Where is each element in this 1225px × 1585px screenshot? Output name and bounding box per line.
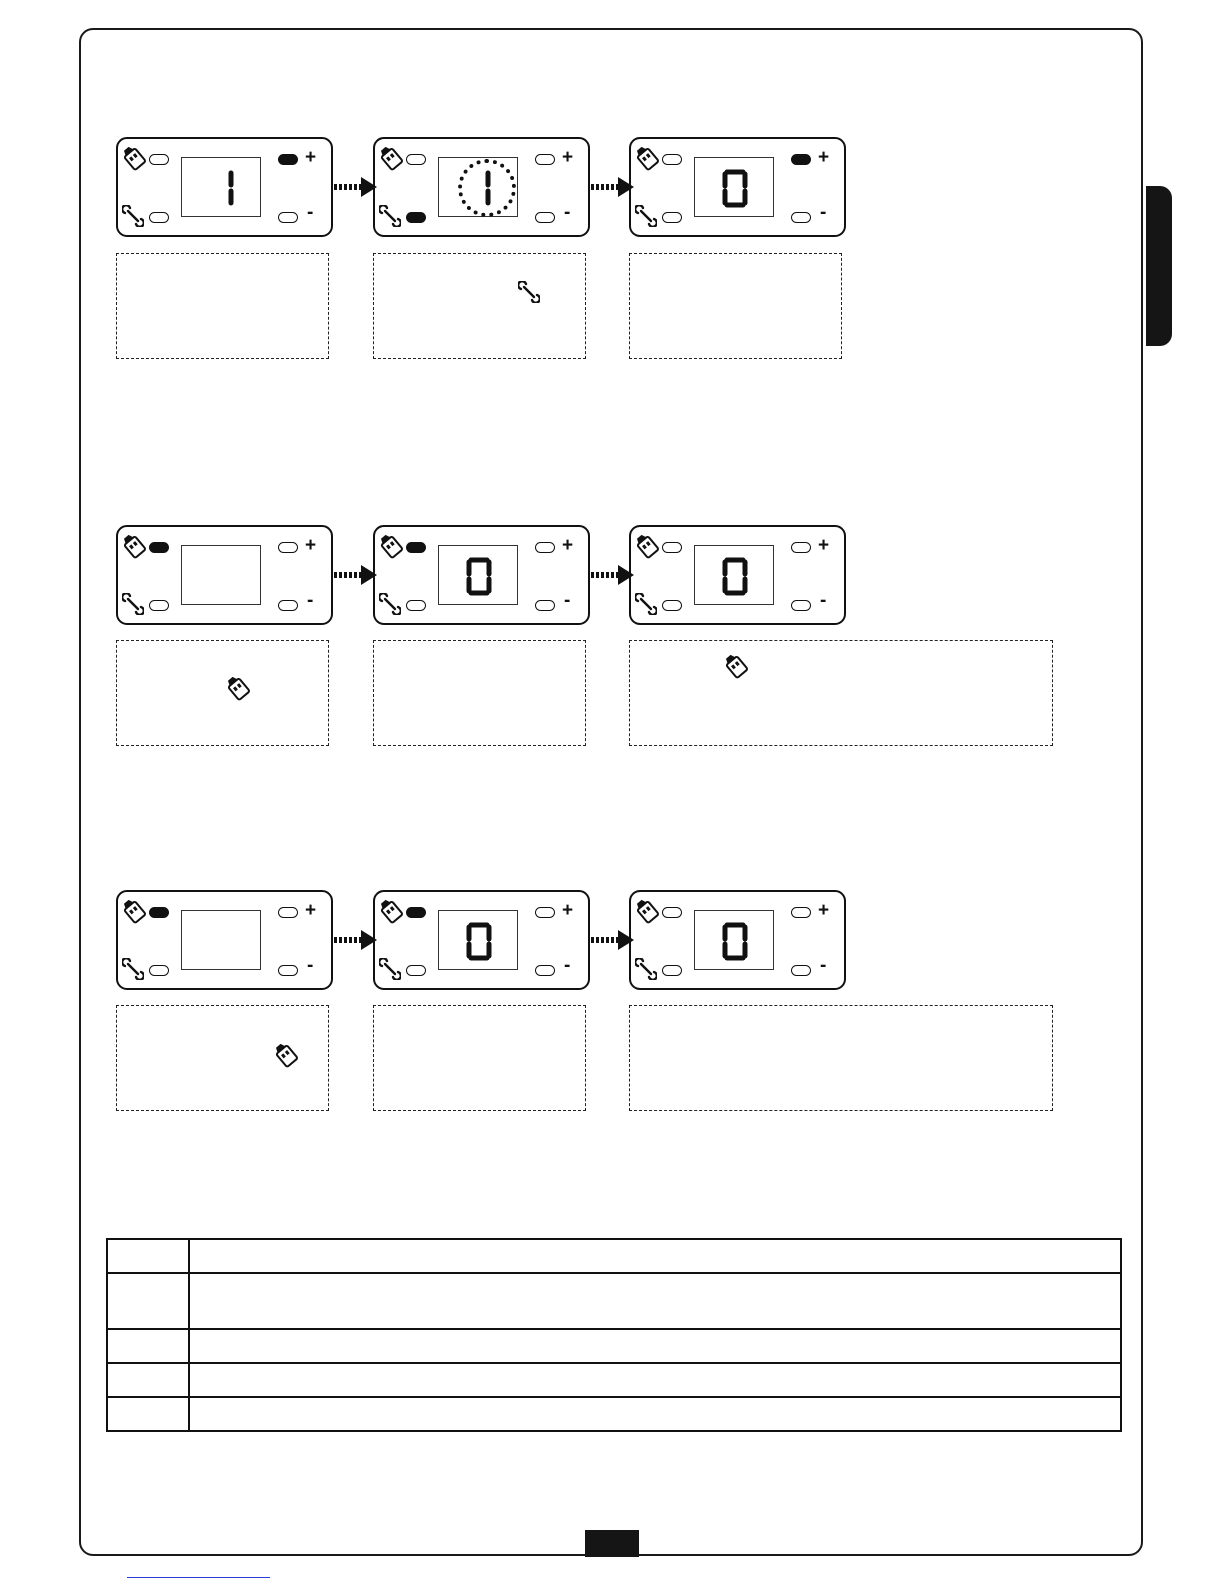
remote-icon [633, 145, 661, 171]
remote-icon [272, 1042, 300, 1068]
led-plus [791, 154, 811, 165]
minus-symbol: - [307, 202, 314, 223]
instruction-note [373, 640, 586, 746]
instruction-note [629, 253, 842, 359]
led-minus [278, 600, 298, 611]
minus-symbol: - [564, 955, 571, 976]
remote-icon [224, 675, 252, 701]
table-cell [189, 1397, 1121, 1431]
led-minus [791, 600, 811, 611]
remote-icon [377, 145, 405, 171]
led-minus [278, 212, 298, 223]
instruction-note [629, 640, 1053, 746]
table-cell [107, 1239, 189, 1273]
minus-symbol: - [307, 955, 314, 976]
remote-icon [120, 533, 148, 559]
remote-icon [633, 898, 661, 924]
remote-icon [722, 653, 750, 679]
led-wrench [149, 965, 169, 976]
led-remote [149, 154, 169, 165]
led-minus [278, 965, 298, 976]
display-screen [181, 910, 261, 970]
display-screen [438, 910, 518, 970]
minus-symbol: - [307, 590, 314, 611]
led-plus [278, 907, 298, 918]
wrench-icon [635, 593, 657, 615]
remote-icon [377, 533, 405, 559]
wrench-icon [122, 958, 144, 980]
control-panel [116, 137, 333, 237]
control-panel [629, 890, 846, 990]
digit-display [695, 158, 775, 218]
table-cell [189, 1239, 1121, 1273]
led-wrench [662, 965, 682, 976]
led-plus [535, 907, 555, 918]
arrow-right-icon [333, 565, 378, 585]
plus-symbol: + [818, 535, 830, 556]
led-wrench [149, 600, 169, 611]
led-remote [662, 907, 682, 918]
led-remote [149, 907, 169, 918]
led-minus [791, 212, 811, 223]
minus-symbol: - [820, 955, 827, 976]
led-remote [406, 907, 426, 918]
instruction-note [116, 1005, 329, 1111]
led-wrench [662, 212, 682, 223]
display-screen [694, 545, 774, 605]
wrench-icon [379, 593, 401, 615]
display-screen [181, 545, 261, 605]
control-panel [373, 525, 590, 625]
led-plus [791, 907, 811, 918]
table-row [107, 1273, 1121, 1329]
plus-symbol: + [305, 535, 317, 556]
plus-symbol: + [818, 147, 830, 168]
led-remote [406, 542, 426, 553]
blinking-highlight [458, 159, 516, 217]
instruction-note [629, 1005, 1053, 1111]
table-cell [107, 1329, 189, 1363]
instruction-note [116, 640, 329, 746]
section-tab [1146, 186, 1172, 346]
led-plus [535, 154, 555, 165]
table-cell [189, 1363, 1121, 1397]
table-row [107, 1239, 1121, 1273]
digit-display [439, 911, 519, 971]
led-wrench [406, 965, 426, 976]
plus-symbol: + [305, 147, 317, 168]
wrench-icon [635, 205, 657, 227]
led-minus [535, 965, 555, 976]
control-panel [116, 890, 333, 990]
remote-icon [377, 898, 405, 924]
control-panel [629, 525, 846, 625]
led-plus [535, 542, 555, 553]
page-number-tab [585, 1530, 639, 1557]
led-plus [278, 154, 298, 165]
settings-table [106, 1238, 1122, 1432]
minus-symbol: - [820, 202, 827, 223]
control-panel [116, 525, 333, 625]
led-plus [791, 542, 811, 553]
display-screen [438, 545, 518, 605]
led-wrench [662, 600, 682, 611]
table-row [107, 1363, 1121, 1397]
arrow-right-icon [333, 930, 378, 950]
digit-display [695, 546, 775, 606]
led-wrench [406, 600, 426, 611]
plus-symbol: + [562, 535, 574, 556]
remote-icon [120, 898, 148, 924]
table-row [107, 1329, 1121, 1363]
led-remote [149, 542, 169, 553]
wrench-icon [518, 281, 540, 303]
digit-display [695, 911, 775, 971]
table-row [107, 1397, 1121, 1431]
remote-icon [633, 533, 661, 559]
plus-symbol: + [818, 900, 830, 921]
control-panel [629, 137, 846, 237]
led-minus [535, 212, 555, 223]
arrow-right-icon [333, 177, 378, 197]
footer-link-line [127, 1577, 270, 1578]
remote-icon [120, 145, 148, 171]
plus-symbol: + [305, 900, 317, 921]
wrench-icon [379, 958, 401, 980]
table-cell [189, 1329, 1121, 1363]
minus-symbol: - [564, 202, 571, 223]
wrench-icon [122, 205, 144, 227]
table-cell [107, 1363, 189, 1397]
table-cell [107, 1397, 189, 1431]
led-remote [662, 542, 682, 553]
led-minus [791, 965, 811, 976]
led-remote [662, 154, 682, 165]
led-remote [406, 154, 426, 165]
control-panel [373, 137, 590, 237]
display-screen [438, 157, 518, 217]
instruction-note [116, 253, 329, 359]
digit-display [182, 158, 262, 218]
wrench-icon [635, 958, 657, 980]
instruction-note [373, 253, 586, 359]
wrench-icon [122, 593, 144, 615]
instruction-note [373, 1005, 586, 1111]
control-panel [373, 890, 590, 990]
plus-symbol: + [562, 900, 574, 921]
minus-symbol: - [564, 590, 571, 611]
led-minus [535, 600, 555, 611]
minus-symbol: - [820, 590, 827, 611]
led-wrench [149, 212, 169, 223]
table-cell [189, 1273, 1121, 1329]
display-screen [694, 910, 774, 970]
led-plus [278, 542, 298, 553]
table-cell [107, 1273, 189, 1329]
wrench-icon [379, 205, 401, 227]
display-screen [181, 157, 261, 217]
display-screen [694, 157, 774, 217]
digit-display [439, 546, 519, 606]
plus-symbol: + [562, 147, 574, 168]
led-wrench [406, 212, 426, 223]
